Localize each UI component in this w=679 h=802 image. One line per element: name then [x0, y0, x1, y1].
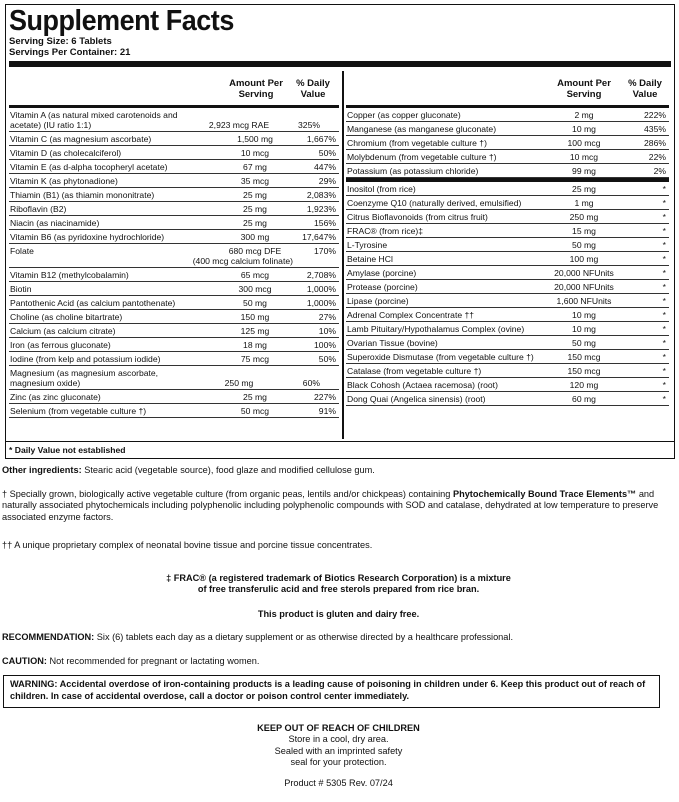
- nutrient-name: Thiamin (B1) (as thiamin mononitrate): [10, 190, 155, 200]
- nutrient-dv: 222%: [644, 110, 666, 120]
- rec-label: RECOMMENDATION:: [2, 632, 95, 642]
- nutrient-name: Vitamin D (as cholecalciferol): [10, 148, 122, 158]
- nutrient-amount: 25 mg: [243, 204, 267, 214]
- nutrient-amount: 10 mg: [572, 324, 596, 334]
- nutrient-row: [346, 308, 669, 322]
- nutrient-row: [9, 352, 339, 366]
- nutrient-amount: 35 mcg: [240, 176, 270, 186]
- nutrient-dv: 2,708%: [306, 270, 336, 280]
- nutrient-amount: 25 mg: [572, 184, 596, 194]
- nutrient-name: Vitamin B12 (methylcobalamin): [10, 270, 129, 280]
- nutrient-amount: 300 mcg: [238, 284, 272, 294]
- nutrient-dv: *: [662, 394, 666, 404]
- nutrient-dv: *: [662, 296, 666, 306]
- nutrient-name: Vitamin C (as magnesium ascorbate): [10, 134, 152, 144]
- nutrient-row: [346, 378, 669, 392]
- nutrient-name: Folate: [10, 246, 34, 256]
- nutrient-dv: 91%: [318, 406, 336, 416]
- nutrient-row: [346, 280, 669, 294]
- column-divider: [342, 71, 344, 439]
- nutrient-dv: 286%: [644, 138, 666, 148]
- nutrient-dv: 325%: [298, 120, 320, 130]
- nutrient-name: Protease (porcine): [347, 282, 418, 292]
- nutrient-name: Niacin (as niacinamide): [10, 218, 100, 228]
- nutrient-name: Coenzyme Q10 (naturally derived, emulsified): [347, 198, 522, 208]
- nutrient-name: L-Tyrosine: [347, 240, 388, 250]
- nutrient-name: Choline (as choline bitartrate): [10, 312, 123, 322]
- nutrient-amount: 300 mg: [240, 232, 270, 242]
- nutrient-amount: 2,923 mcg RAE: [208, 120, 270, 130]
- nutrient-name: Molybdenum (from vegetable culture †): [347, 152, 497, 162]
- caution-text: Not recommended for pregnant or lactating women.: [49, 656, 260, 666]
- nutrient-dv: 10%: [318, 326, 336, 336]
- nutrient-name: Superoxide Dismutase (from vegetable culture †): [347, 352, 534, 362]
- nutrient-amount: 1,600 NFUnits: [556, 296, 612, 306]
- nutrient-name: Black Cohosh (Actaea racemosa) (root): [347, 380, 498, 390]
- dv-header: % Daily Value: [628, 78, 662, 100]
- nutrient-name: Catalase (from vegetable culture †): [347, 366, 482, 376]
- nutrient-row: [346, 266, 669, 280]
- nutrient-dv: *: [662, 184, 666, 194]
- gluten-note: This product is gluten and dairy free.: [257, 609, 420, 619]
- nutrient-dv: 100%: [314, 340, 336, 350]
- nutrient-row: [346, 164, 669, 178]
- nutrient-amount: 10 mcg: [569, 152, 599, 162]
- nutrient-row: [346, 150, 669, 164]
- nutrient-row: [346, 196, 669, 210]
- right-rows-other: [346, 182, 669, 406]
- nutrient-name: Vitamin B6 (as pyridoxine hydrochloride): [10, 232, 165, 242]
- amount-header: Amount Per Serving: [229, 78, 283, 100]
- nutrient-row: [346, 238, 669, 252]
- nutrient-amount: 60 mg: [572, 394, 596, 404]
- nutrient-row: [346, 108, 669, 122]
- nutrient-amount: 15 mg: [572, 226, 596, 236]
- nutrient-dv: 1,667%: [306, 134, 336, 144]
- nutrient-dv: 22%: [648, 152, 666, 162]
- nutrient-amount: 50 mcg: [240, 406, 270, 416]
- nutrient-row: [9, 146, 339, 160]
- nutrient-amount: 67 mg: [243, 162, 267, 172]
- facts-columns: [9, 71, 671, 439]
- nutrient-dv: *: [662, 324, 666, 334]
- nutrient-name: Calcium (as calcium citrate): [10, 326, 116, 336]
- nutrient-name: Zinc (as zinc gluconate): [10, 392, 101, 402]
- supplement-facts-panel: [5, 4, 675, 459]
- nutrient-row: [9, 282, 339, 296]
- nutrient-row: [9, 174, 339, 188]
- nutrient-amount: 99 mg: [572, 166, 596, 176]
- nutrient-amount: 50 mg: [572, 338, 596, 348]
- dv-header: % Daily Value: [296, 78, 330, 100]
- other-text: Stearic acid (vegetable source), food glaze and modified cellulose gum.: [84, 465, 375, 475]
- dagger-text-b: and naturally associated phytochemicals including polyphenolic including polyphenolic compounds with SOD and catalase, dehydrated at low temperature to preserve associated enzyme factors.: [2, 489, 659, 522]
- warning-box: WARNING: Accidental overdose of iron-containing products is a leading cause of poisoning in children under 6. Keep this product out of reach of children. In case of accidental overdose, call a doctor or poison control center immediately.: [3, 675, 660, 708]
- nutrient-dv: *: [662, 212, 666, 222]
- nutrient-row: [346, 364, 669, 378]
- nutrient-row: [346, 350, 669, 364]
- nutrient-dv: 50%: [318, 148, 336, 158]
- nutrient-amount: 250 mg: [569, 212, 599, 222]
- rec-text: Six (6) tablets each day as a dietary supplement or as otherwise directed by a healthcare professional.: [96, 632, 513, 642]
- nutrient-row: [9, 230, 339, 244]
- nutrient-row: [9, 268, 339, 282]
- nutrient-name: Vitamin E (as d-alpha tocopheryl acetate): [10, 162, 168, 172]
- nutrient-amount: 150 mcg: [567, 352, 601, 362]
- frac-line-1: ‡ FRAC® (a registered trademark of Biotics Research Corporation) is a mixture: [166, 573, 511, 583]
- nutrient-amount: 25 mg: [243, 190, 267, 200]
- nutrient-row: [346, 294, 669, 308]
- nutrient-dv: 1,923%: [306, 204, 336, 214]
- nutrient-amount: 50 mg: [572, 240, 596, 250]
- nutrient-row: [9, 202, 339, 216]
- nutrient-dv: *: [662, 352, 666, 362]
- right-rows-vitamins: [346, 108, 669, 178]
- nutrient-name: Selenium (from vegetable culture †): [10, 406, 147, 416]
- nutrient-name: Chromium (from vegetable culture †): [347, 138, 487, 148]
- nutrient-dv: 27%: [318, 312, 336, 322]
- nutrient-row: [346, 182, 669, 196]
- nutrient-row: [9, 324, 339, 338]
- nutrient-name: Betaine HCl: [347, 254, 393, 264]
- serving-size: Serving Size: 6 Tablets: [9, 36, 112, 47]
- nutrient-dv: *: [662, 254, 666, 264]
- amount-header: Amount Per Serving: [557, 78, 611, 100]
- nutrient-row: [9, 404, 339, 418]
- servings-per-container: Servings Per Container: 21: [9, 47, 131, 58]
- nutrient-row: [9, 132, 339, 146]
- nutrient-dv: *: [662, 366, 666, 376]
- caution-label: CAUTION:: [2, 656, 47, 666]
- nutrient-subnote: (400 mcg calcium folinate): [192, 256, 293, 266]
- nutrient-name: Riboflavin (B2): [10, 204, 67, 214]
- nutrient-row: [9, 338, 339, 352]
- nutrient-name: Iodine (from kelp and potassium iodide): [10, 354, 161, 364]
- nutrient-amount: 25 mg: [243, 392, 267, 402]
- nutrient-name: Pantothenic Acid (as calcium pantothenate): [10, 298, 176, 308]
- nutrient-name: Dong Quai (Angelica sinensis) (root): [347, 394, 486, 404]
- nutrient-dv: 156%: [314, 218, 336, 228]
- nutrient-dv: 60%: [302, 378, 320, 388]
- nutrient-name: Lipase (porcine): [347, 296, 409, 306]
- nutrient-amount: 100 mcg: [567, 138, 601, 148]
- nutrient-dv: 1,000%: [306, 298, 336, 308]
- nutrient-amount: 50 mg: [243, 298, 267, 308]
- nutrient-dv: 227%: [314, 392, 336, 402]
- nutrient-row: [9, 366, 339, 390]
- left-header: [9, 71, 339, 105]
- nutrient-name: Manganese (as manganese gluconate): [347, 124, 497, 134]
- dagger-text-a: † Specially grown, biologically active vegetable culture (from organic peas, lentils and/or chickpeas) containing: [2, 489, 451, 499]
- store-line: Store in a cool, dry area.: [288, 734, 389, 745]
- nutrient-amount: 1 mg: [574, 198, 594, 208]
- other-label: Other ingredients:: [2, 465, 82, 475]
- nutrient-name: Iron (as ferrous gluconate): [10, 340, 111, 350]
- nutrient-row: [346, 252, 669, 266]
- nutrient-dv: *: [662, 310, 666, 320]
- nutrient-dv: *: [662, 240, 666, 250]
- nutrient-amount: 125 mg: [240, 326, 270, 336]
- nutrient-name: Amylase (porcine): [347, 268, 417, 278]
- nutrient-amount: 20,000 NFUnits: [554, 282, 614, 292]
- nutrient-row: [346, 210, 669, 224]
- other-ingredients: [2, 465, 675, 476]
- nutrient-amount: 10 mcg: [240, 148, 270, 158]
- nutrient-row: [346, 136, 669, 150]
- right-column: [346, 71, 669, 406]
- nutrient-dv: 50%: [318, 354, 336, 364]
- nutrient-name: Ovarian Tissue (bovine): [347, 338, 438, 348]
- nutrient-amount: 250 mg: [224, 378, 254, 388]
- dagger-note: [2, 489, 675, 523]
- nutrient-name: Copper (as copper gluconate): [347, 110, 461, 120]
- nutrient-amount: 18 mg: [243, 340, 267, 350]
- product-number: Product # 5305 Rev. 07/24: [284, 778, 393, 788]
- left-column: [9, 71, 339, 418]
- right-header: [346, 71, 669, 105]
- nutrient-amount: 680 mcg DFE: [228, 246, 282, 256]
- nutrient-name: Biotin: [10, 284, 32, 294]
- nutrient-dv: *: [662, 226, 666, 236]
- nutrient-row: [346, 224, 669, 238]
- frac-line-2: of free transferulic acid and free sterols prepared from rice bran.: [197, 584, 480, 595]
- nutrient-amount: 2 mg: [574, 110, 594, 120]
- nutrient-dv: 1,000%: [306, 284, 336, 294]
- nutrient-dv: 2,083%: [306, 190, 336, 200]
- nutrient-row: [9, 108, 339, 132]
- nutrient-row: [9, 216, 339, 230]
- nutrient-amount: 100 mg: [569, 254, 599, 264]
- nutrient-amount: 10 mg: [572, 310, 596, 320]
- nutrient-amount: 20,000 NFUnits: [554, 268, 614, 278]
- nutrient-dv: 170%: [314, 246, 336, 256]
- nutrient-name: Lamb Pituitary/Hypothalamus Complex (ovine): [347, 324, 525, 334]
- nutrient-name: Vitamin K (as phytonadione): [10, 176, 118, 186]
- nutrient-amount: 75 mcg: [240, 354, 270, 364]
- left-rows: [9, 108, 339, 418]
- storage-block: [2, 723, 675, 768]
- nutrient-dv: *: [662, 282, 666, 292]
- nutrient-name: FRAC® (from rice)‡: [347, 226, 424, 236]
- nutrient-row: [9, 188, 339, 202]
- nutrient-name: Potassium (as potassium chloride): [347, 166, 479, 176]
- nutrient-row: [9, 244, 339, 268]
- nutrient-amount: 120 mg: [569, 380, 599, 390]
- nutrient-amount: 65 mcg: [240, 270, 270, 280]
- nutrient-row: [346, 392, 669, 406]
- panel-title: Supplement Facts: [9, 5, 234, 37]
- thick-divider: [9, 61, 671, 67]
- nutrient-row: [346, 122, 669, 136]
- caution: [2, 656, 675, 667]
- nutrient-amount: 25 mg: [243, 218, 267, 228]
- nutrient-amount: 150 mcg: [567, 366, 601, 376]
- double-dagger-note: †† A unique proprietary complex of neonatal bovine tissue and porcine tissue concentrates.: [2, 540, 373, 550]
- nutrient-name: Adrenal Complex Concentrate ††: [347, 310, 475, 320]
- nutrient-amount: 10 mg: [572, 124, 596, 134]
- nutrient-amount: 150 mg: [240, 312, 270, 322]
- nutrient-dv: *: [662, 268, 666, 278]
- dagger-bold: Phytochemically Bound Trace Elements™: [452, 489, 637, 499]
- nutrient-name: Vitamin A (as natural mixed carotenoids and acetate) (IU ratio 1:1): [10, 110, 178, 130]
- nutrient-name: Magnesium (as magnesium ascorbate, magnesium oxide): [10, 368, 159, 388]
- frac-note: [2, 573, 675, 596]
- nutrient-dv: 17,647%: [302, 232, 336, 242]
- nutrient-dv: *: [662, 338, 666, 348]
- recommendation: [2, 632, 675, 643]
- dv-footnote: * Daily Value not established: [9, 445, 126, 455]
- nutrient-dv: *: [662, 198, 666, 208]
- nutrient-row: [9, 160, 339, 174]
- nutrient-row: [346, 336, 669, 350]
- sealed-line-1: Sealed with an imprinted safety: [274, 745, 403, 756]
- sealed-line-2: seal for your protection.: [290, 756, 387, 767]
- nutrient-dv: *: [662, 380, 666, 390]
- nutrient-dv: 29%: [318, 176, 336, 186]
- nutrient-dv: 447%: [314, 162, 336, 172]
- keep-out-heading: KEEP OUT OF REACH OF CHILDREN: [257, 723, 420, 733]
- footer-bar: [6, 441, 674, 442]
- nutrient-row: [9, 390, 339, 404]
- nutrient-name: Citrus Bioflavonoids (from citrus fruit): [347, 212, 488, 222]
- nutrient-dv: 2%: [653, 166, 666, 176]
- nutrient-row: [9, 296, 339, 310]
- nutrient-amount: 1,500 mg: [237, 134, 273, 144]
- nutrient-dv: 435%: [644, 124, 666, 134]
- nutrient-name: Inositol (from rice): [347, 184, 416, 194]
- nutrient-row: [9, 310, 339, 324]
- nutrient-row: [346, 322, 669, 336]
